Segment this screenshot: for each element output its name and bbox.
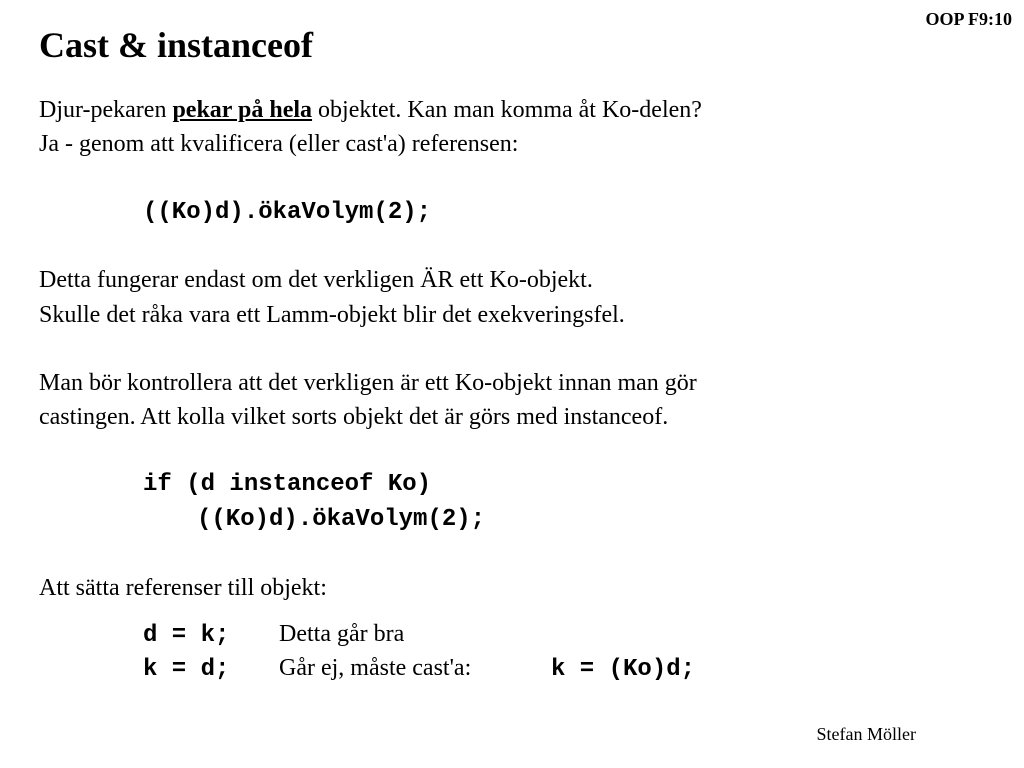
assignment-comment: Går ej, måste cast'a: — [279, 655, 472, 681]
paragraph-4: Att sätta referenser till objekt: — [39, 575, 327, 601]
slide-number: OOP F9:10 — [925, 9, 1012, 29]
cast-solution-code: k = (Ko)d; — [551, 656, 696, 683]
paragraph-2-line-2: Skulle det råka vara ett Lamm-objekt blir det exekveringsfel. — [39, 302, 625, 328]
author-name: Stefan Möller — [816, 724, 916, 744]
slide-title: Cast & instanceof — [39, 25, 313, 65]
intro-text-before: Djur-pekaren — [39, 97, 173, 123]
assignment-code: k = d; — [143, 656, 230, 683]
assignment-code: d = k; — [143, 622, 230, 649]
paragraph-3-line-1: Man bör kontrollera att det verkligen är ett Ko-objekt innan man gör — [39, 370, 697, 396]
intro-text-after: objektet. Kan man komma åt Ko-delen? — [312, 97, 702, 123]
assignment-comment: Detta går bra — [279, 621, 405, 647]
intro-line-2: Ja - genom att kvalificera (eller cast'a) referensen: — [39, 131, 519, 157]
code-example-if: if (d instanceof Ko) — [143, 471, 432, 498]
emphasis-text: pekar på hela — [172, 97, 313, 123]
paragraph-3-line-2: castingen. Att kolla vilket sorts objekt det är görs med instanceof. — [39, 404, 669, 430]
paragraph-2-line-1: Detta fungerar endast om det verkligen ÄR ett Ko-objekt. — [39, 267, 593, 293]
intro-line-1 — [39, 95, 702, 125]
code-example-cast: ((Ko)d).ökaVolym(2); — [143, 199, 432, 226]
code-example-body: ((Ko)d).ökaVolym(2); — [197, 506, 486, 533]
